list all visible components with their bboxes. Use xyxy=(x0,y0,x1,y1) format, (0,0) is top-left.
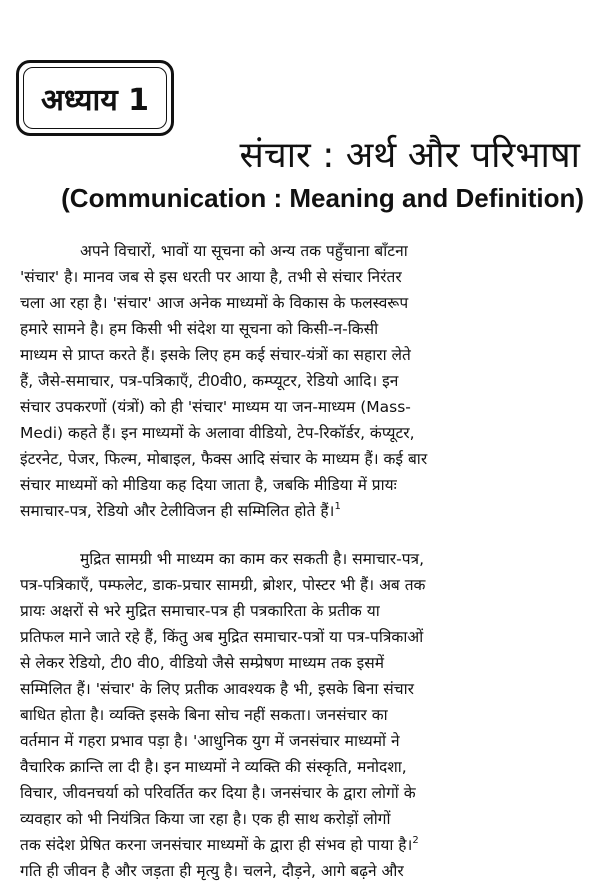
chapter-title-hindi: संचार : अर्थ और परिभाषा xyxy=(239,135,580,176)
footnote-marker: 1 xyxy=(334,501,341,512)
text-line: पत्र-पत्रिकाएँ, पम्फलेट, डाक-प्रचार सामग्री, ब्रोशर, पोस्टर भी हैं। अब तक xyxy=(20,576,426,594)
text-line: संचार माध्यमों को मीडिया कह दिया जाता है, जबकि मीडिया में प्रायः xyxy=(20,476,397,494)
text-line: विचार, जीवनचर्या को परिवर्तित कर दिया है। जनसंचार के द्वारा लोगों के xyxy=(20,784,416,802)
text-line: हमारे सामने है। हम किसी भी संदेश या सूचना को किसी-न-किसी xyxy=(20,320,379,338)
chapter-title-english: (Communication : Meaning and Definition) xyxy=(61,183,584,213)
text-line: प्रायः अक्षरों से भरे मुद्रित समाचार-पत्र ही पत्रकारिता के प्रतीक या xyxy=(20,602,380,620)
text-line: इंटरनेट, पेजर, फिल्म, मोबाइल, फैक्स आदि संचार के माध्यम हैं। कई बार xyxy=(20,450,428,468)
text-line: सम्मिलित हैं। 'संचार' के लिए प्रतीक आवश्यक है भी, इसके बिना संचार xyxy=(20,680,414,698)
text-line: गति ही जीवन है और जड़ता ही मृत्यु है। चलने, दौड़ने, आगे बढ़ने और xyxy=(20,862,404,880)
text-line xyxy=(20,832,580,858)
text-line-content: तक संदेश प्रेषित करना जनसंचार माध्यमों के द्वारा ही संभव हो पाया है। xyxy=(20,836,413,854)
text-line: हैं, जैसे-समाचार, पत्र-पत्रिकाएँ, टी0वी0, कम्प्यूटर, रेडियो आदि। इन xyxy=(20,372,399,390)
text-line: वैचारिक क्रान्ति ला दी है। इन माध्यमों ने व्यक्ति की संस्कृति, मनोदशा, xyxy=(20,758,407,776)
text-line: अपने विचारों, भावों या सूचना को अन्य तक पहुँचाना बाँटना xyxy=(80,242,408,260)
text-line: 'संचार' है। मानव जब से इस धरती पर आया है, तभी से संचार निरंतर xyxy=(20,268,402,286)
paragraph-2 xyxy=(20,546,580,884)
text-line: मुद्रित सामग्री भी माध्यम का काम कर सकती है। समाचार-पत्र, xyxy=(80,550,425,568)
text-line: वर्तमान में गहरा प्रभाव पड़ा है। 'आधुनिक युग में जनसंचार माध्यमों ने xyxy=(20,732,400,750)
footnote-marker: 2 xyxy=(412,835,419,846)
text-line: बाधित होता है। व्यक्ति इसके बिना सोच नहीं सकता। जनसंचार का xyxy=(20,706,388,724)
text-line: से लेकर रेडियो, टी0 वी0, वीडियो जैसे सम्प्रेषण माध्यम तक इसमें xyxy=(20,654,384,672)
chapter-label-box xyxy=(16,60,174,136)
text-line: व्यवहार को भी नियंत्रित किया जा रहा है। एक ही साथ करोड़ों लोगों xyxy=(20,810,391,828)
text-line: माध्यम से प्राप्त करते हैं। इसके लिए हम कई संचार-यंत्रों का सहारा लेते xyxy=(20,346,411,364)
paragraph-1 xyxy=(20,238,580,524)
text-line: संचार उपकरणों (यंत्रों) को ही 'संचार' माध्यम या जन-माध्यम (Mass- xyxy=(20,398,411,416)
text-line: चला आ रहा है। 'संचार' आज अनेक माध्यमों के विकास के फलस्वरूप xyxy=(20,294,409,312)
chapter-label: अध्याय 1 xyxy=(23,67,167,129)
text-line-content: समाचार-पत्र, रेडियो और टेलीविजन ही सम्मिलित होते हैं। xyxy=(20,502,335,520)
text-line: प्रतिफल माने जाते रहे हैं, किंतु अब मुद्रित समाचार-पत्रों या पत्र-पत्रिकाओं xyxy=(20,628,424,646)
text-line xyxy=(20,498,580,524)
text-line: Medi) कहते हैं। इन माध्यमों के अलावा वीडियो, टेप-रिकॉर्डर, कंप्यूटर, xyxy=(20,424,415,442)
